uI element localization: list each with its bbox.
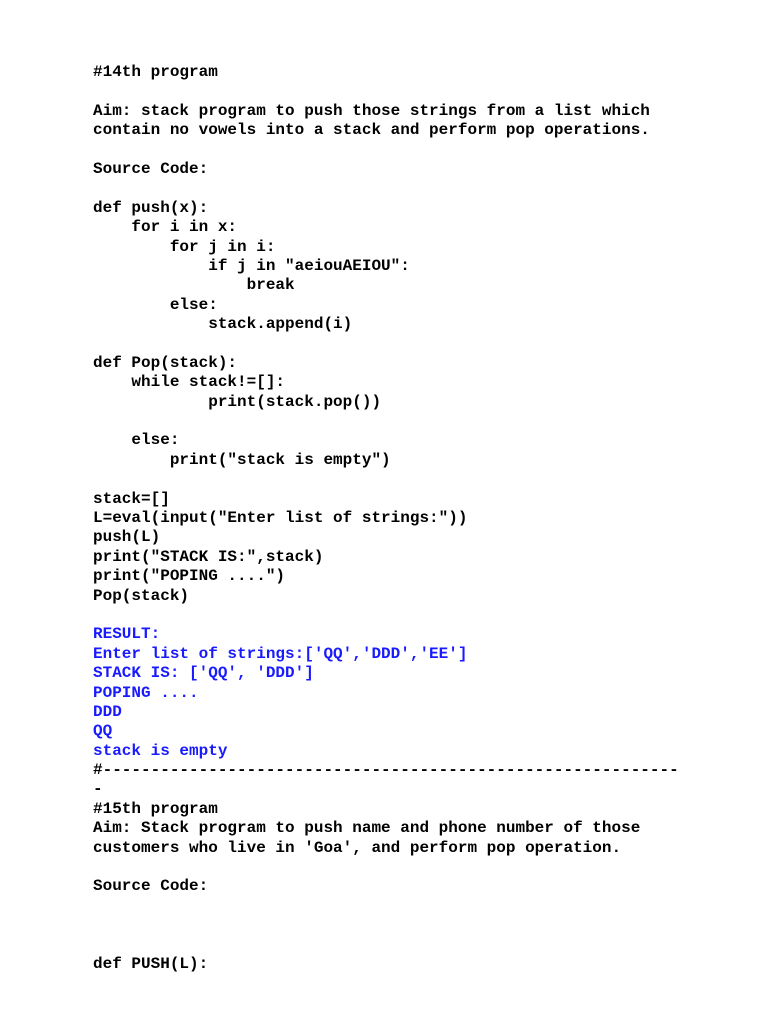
code-line: else: — [93, 295, 218, 314]
blank-line — [93, 606, 753, 625]
result-line: DDD — [93, 702, 122, 721]
program14-source-label: Source Code: — [93, 159, 209, 178]
program14-code-block — [93, 199, 753, 606]
program15-heading: #15th program — [93, 799, 218, 818]
code-line: def push(x): — [93, 198, 209, 217]
program15-aim-line2: customers who live in 'Goa', and perform pop operation. — [93, 838, 622, 857]
blank-gap — [93, 897, 753, 955]
code-line — [93, 470, 753, 489]
separator-line: #------------------------------------------------------------ — [93, 761, 679, 780]
code-line: def Pop(stack): — [93, 353, 238, 372]
code-line: for i in x: — [93, 218, 238, 237]
result-line: Enter list of strings:['QQ','DDD','EE'] — [93, 644, 468, 663]
code-line: while stack!=[]: — [93, 373, 286, 392]
blank-line — [93, 858, 753, 877]
program15-code-line: def PUSH(L): — [93, 954, 209, 973]
code-line: L=eval(input("Enter list of strings:")) — [93, 508, 468, 527]
result-line: QQ — [93, 722, 113, 741]
code-line: stack=[] — [93, 489, 170, 508]
code-line: if j in "aeiouAEIOU": — [93, 256, 410, 275]
code-line: Pop(stack) — [93, 586, 190, 605]
code-line: break — [93, 276, 295, 295]
blank-line — [93, 141, 753, 160]
result-line: RESULT: — [93, 625, 161, 644]
program14-result-block — [93, 625, 753, 761]
program14-aim-line2: contain no vowels into a stack and perform pop operations. — [93, 121, 650, 140]
code-line: print("POPING ....") — [93, 567, 286, 586]
program14-aim-line1: Aim: stack program to push those strings from a list which — [93, 101, 650, 120]
program15-source-label: Source Code: — [93, 877, 209, 896]
program14-heading: #14th program — [93, 63, 218, 81]
code-line: print(stack.pop()) — [93, 392, 382, 411]
result-line: STACK IS: ['QQ', 'DDD'] — [93, 664, 314, 683]
result-line: stack is empty — [93, 741, 228, 760]
program15-aim-line1: Aim: Stack program to push name and phone number of those — [93, 819, 641, 838]
code-line: stack.append(i) — [93, 315, 353, 334]
code-line: print("STACK IS:",stack) — [93, 547, 324, 566]
blank-line — [93, 82, 753, 101]
separator-line-wrap: - — [93, 780, 103, 799]
code-line: for j in i: — [93, 237, 276, 256]
code-line: push(L) — [93, 528, 161, 547]
blank-line — [93, 179, 753, 198]
document-page — [93, 63, 753, 974]
code-line: print("stack is empty") — [93, 450, 391, 469]
code-line — [93, 334, 753, 353]
code-line: else: — [93, 431, 180, 450]
code-line — [93, 412, 753, 431]
result-line: POPING .... — [93, 683, 199, 702]
